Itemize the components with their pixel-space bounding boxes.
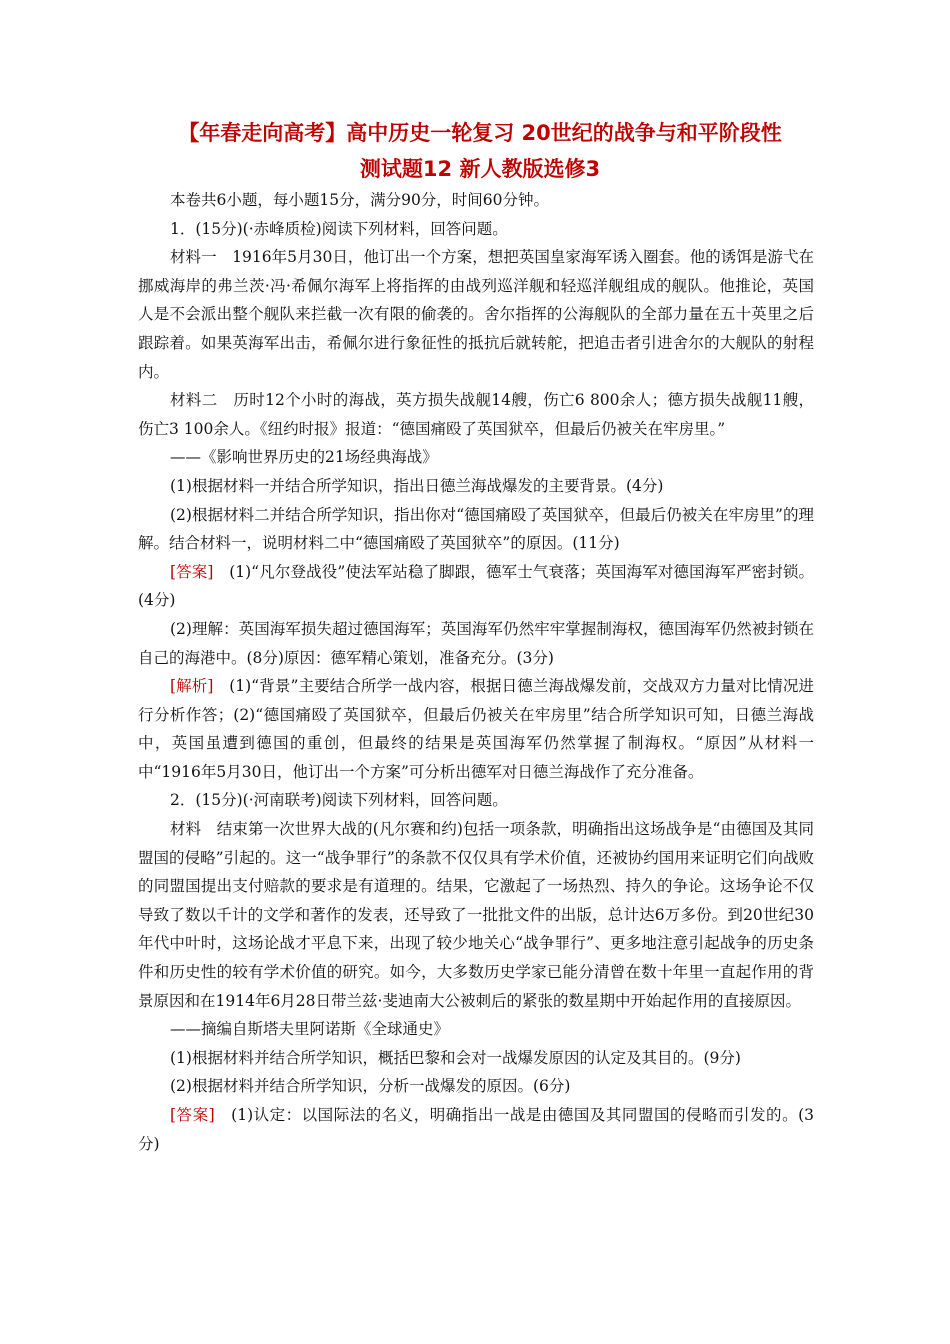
question-2-source: ——摘编自斯塔夫里阿诺斯《全球通史》 [170,1020,450,1039]
question-1-sub-2: (2)根据材料二并结合所学知识，指出你对“德国痛殴了英国狱卒，但最后仍被关在牢房里”的理解。结合材料一，说明材料二中“德国痛殴了英国狱卒”的原因。(11分) [138,505,814,553]
question-2-answer-1 [138,1101,814,1158]
question-1-material-2: 材料二 历时12个小时的海战，英方损失战舰14艘，伤亡6 800余人；德方损失战舰11艘，伤亡3 100余人。《纽约时报》报道：“德国痛殴了英国狱卒，但最后仍被关在牢房里。” [138,391,814,438]
question-2-material: 材料 结束第一次世界大战的(凡尔赛和约)包括一项条款，明确指出这场战争是“由德国及其同盟国的侵略”引起的。这一“战争罪行”的条款不仅仅具有学术价值，还被协约国用来证明它们向战败的同盟国提出支付赔款的要求是有道理的。结果，它激起了一场热烈、持久的争论。这场争论不仅导致了数以千计的文学和著作的发表，还导致了一批批文件的出版，总计达6万多份。到20世纪30年代中叶时，这场论战才平息下来，出现了较少地关心“战争罪行”、更多地注意引起战争的历史条件和历史性的较有学术价值的研究。如今，大多数历史学家已能分清曾在数十年里一直起作用的背景原因和在1914年6月28日带兰兹·斐迪南大公被刺后的紧张的数星期中开始起作用的直接原因。 [138,820,814,1010]
question-2-stem: 2．(15分)(·河南联考)阅读下列材料，回答问题。 [170,791,508,810]
analysis-tag: [解析] [170,677,214,696]
document-title-line-2: 测试题12 新人教版选修3 [359,157,601,181]
question-2-sub-1: (1)根据材料并结合所学知识，概括巴黎和会对一战爆发原因的认定及其目的。(9分) [170,1048,741,1067]
question-1-answer-2: (2)理解：英国海军损失超过德国海军；英国海军仍然牢牢掌握制海权，德国海军仍然被封锁在自己的海港中。(8分)原因：德军精心策划，准备充分。(3分) [138,619,814,667]
answer-tag: [答案] [170,562,214,581]
question-2-sub-2: (2)根据材料并结合所学知识，分析一战爆发的原因。(6分) [170,1077,571,1096]
answer-text: (1)认定：以国际法的名义，明确指出一战是由德国及其同盟国的侵略而引发的。(3分) [138,1106,814,1153]
exam-intro: 本卷共6小题，每小题15分，满分90分，时间60分钟。 [170,191,550,209]
question-1-analysis [138,672,814,786]
question-1-source: ——《影响世界历史的21场经典海战》 [170,448,438,467]
document-body [138,186,814,1158]
answer-text: (1)“凡尔登战役”使法军站稳了脚跟，德军士气衰落；英国海军对德国海军严密封锁。(4分) [138,562,814,610]
question-1-stem: 1．(15分)(·赤峰质检)阅读下列材料，回答问题。 [170,219,508,238]
question-1-sub-1: (1)根据材料一并结合所学知识，指出日德兰海战爆发的主要背景。(4分) [170,476,664,495]
answer-tag: [答案] [170,1106,215,1124]
analysis-text: (1)“背景”主要结合所学一战内容，根据日德兰海战爆发前，交战双方力量对比情况进行分析作答；(2)“德国痛殴了英国狱卒，但最后仍被关在牢房里”结合所学知识可知，日德兰海战中，英国虽遭到德国的重创，但最终的结果是英国海军仍然掌握了制海权。“原因”从材料一中“1916年5月30日，他订出一个方案”可分析出德军对日德兰海战作了充分准备。 [138,677,814,781]
question-1-material-1: 材料一 1916年5月30日，他订出一个方案，想把英国皇家海军诱入圈套。他的诱饵是游弋在挪威海岸的弗兰茨·冯·希佩尔海军上将指挥的由战列巡洋舰和轻巡洋舰组成的舰队。他推论，英国人是不会派出整个舰队来拦截一次有限的偷袭的。舍尔指挥的公海舰队的全部力量在五十英里之后跟踪着。如果英海军出击，希佩尔进行象征性的抵抗后就转舵，把追击者引进舍尔的大舰队的射程内。 [138,248,814,381]
question-1-answer-1 [138,558,814,615]
document-title-line-1: 【年春走向高考】高中历史一轮复习 20世纪的战争与和平阶段性 [178,121,782,145]
